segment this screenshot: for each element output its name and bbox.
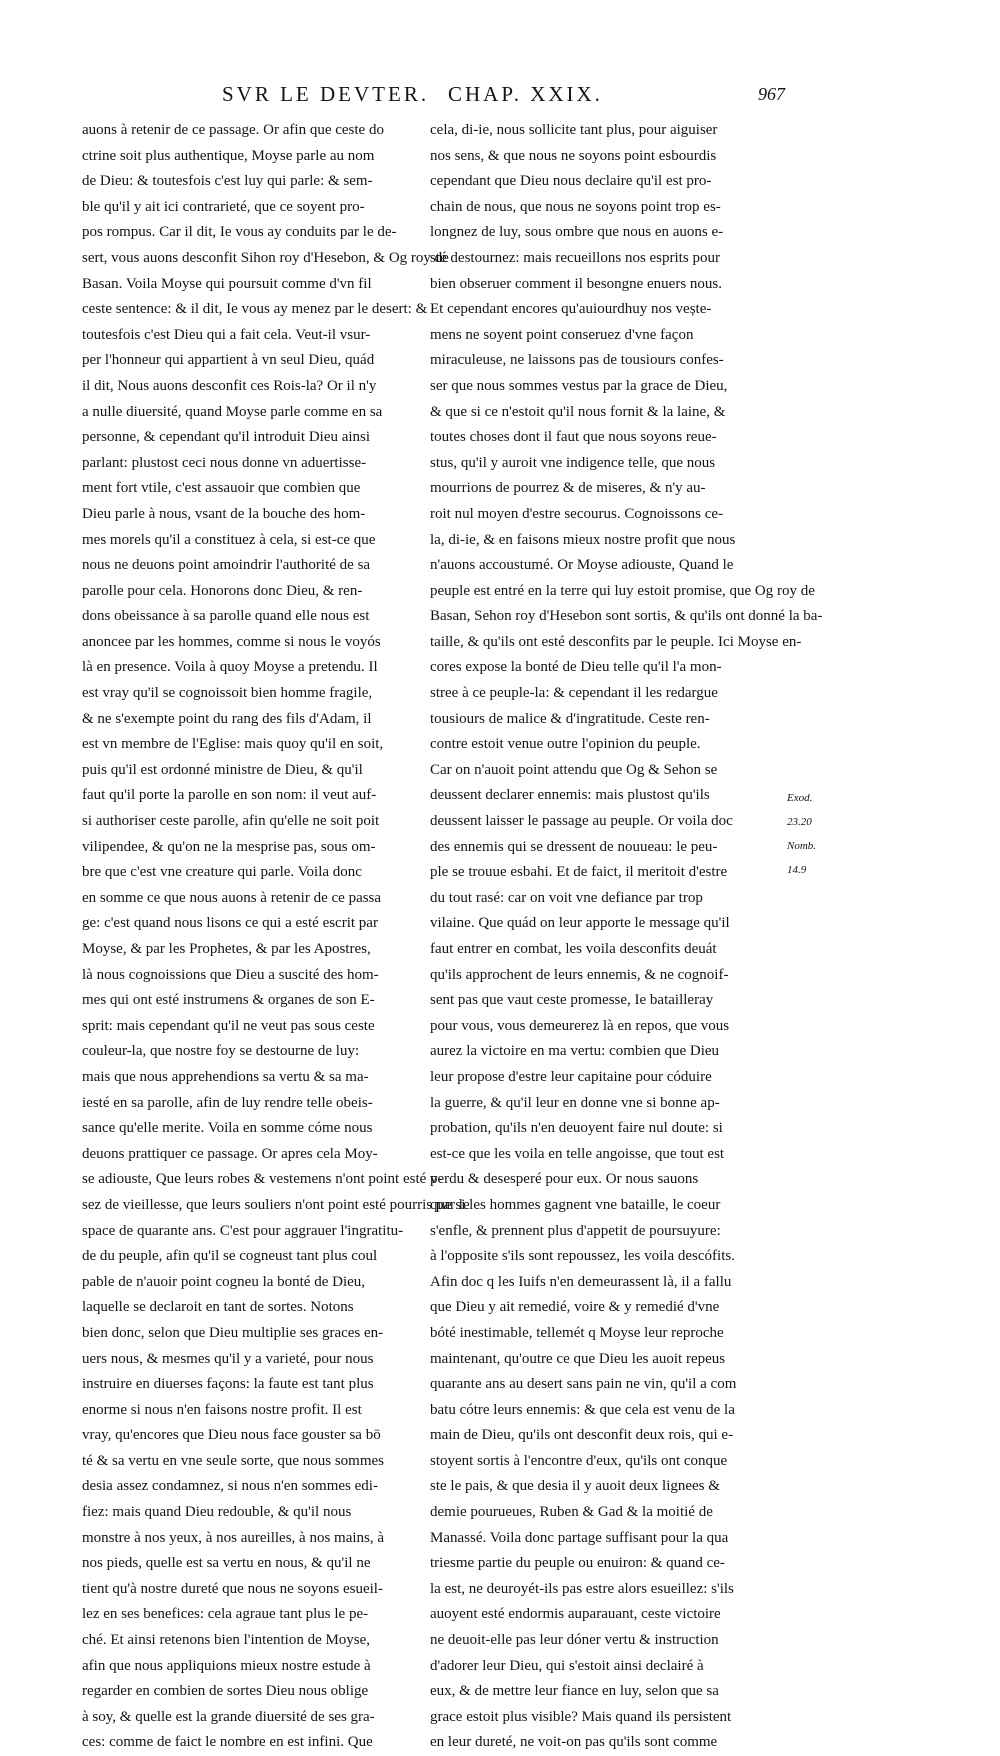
text-line: perdu & desesperé pour eux. Or nous sauons <box>430 1171 699 1188</box>
text-line: Dieu parle à nous, vsant de la bouche des hom- <box>82 505 366 522</box>
text-line: fiez: mais quand Dieu redouble, & qu'il nous <box>82 1504 352 1521</box>
text-line: ple se trouue esbahi. Et de faict, il meritoit d'estre <box>430 864 728 881</box>
text-line: auons à retenir de ce passage. Or afin que ceste do <box>82 122 384 138</box>
text-line: la, di-ie, & en faisons mieux nostre profit que nous <box>430 531 736 548</box>
text-line: deuons prattiquer ce passage. Or apres cela Moy- <box>82 1145 378 1162</box>
text-line: iesté en sa parolle, afin de luy rendre telle obeis- <box>82 1094 373 1111</box>
text-line: uers nous, & mesmes qu'il y a varieté, pour nous <box>82 1350 374 1367</box>
text-line: per l'honneur qui appartient à vn seul Dieu, quád <box>82 352 375 369</box>
text-line: quarante ans au desert sans pain ne vin, qu'il a com <box>430 1376 737 1393</box>
text-line: là nous cognoissions que Dieu a suscité des hom- <box>82 966 379 983</box>
text-line: space de quarante ans. C'est pour aggrauer l'ingratitu- <box>82 1222 404 1239</box>
text-line: toutes choses dont il faut que nous soyons reue- <box>430 429 717 446</box>
text-line: des ennemis qui se dressent de nouueau: le peu- <box>430 838 718 855</box>
text-line: pos rompus. Car il dit, Ie vous ay conduits par le de- <box>82 224 397 241</box>
text-line: de du peuple, afin qu'il se cogneust tant plus coul <box>82 1248 378 1265</box>
text-line: chain de nous, que nous ne soyons point trop es- <box>430 198 721 215</box>
text-line: sance qu'elle merite. Voila en somme cóme nous <box>82 1120 373 1137</box>
text-line: regarder en combien de sortes Dieu nous oblige <box>82 1683 369 1700</box>
margin-note: 14.9 <box>787 864 807 876</box>
text-line: roit nul moyen d'estre secourus. Cognoissons ce- <box>430 505 724 522</box>
margin-references <box>787 786 847 882</box>
text-line: Basan. Voila Moyse qui poursuit comme d'vn fil <box>82 275 372 292</box>
text-line: s'enfle, & prennent plus d'appetit de poursuyure: <box>430 1222 721 1239</box>
text-line: du tout rasé: car on voit vne defiance par trop <box>430 889 703 906</box>
text-line: grace estoit plus visible? Mais quand ils persistent <box>430 1708 732 1725</box>
text-line: mens ne soyent point conseruez d'vne façon <box>430 326 694 343</box>
text-line: faut entrer en combat, les voila desconfits deuát <box>430 941 717 957</box>
text-line: ge: c'est quand nous lisons ce qui a esté escrit par <box>82 915 378 932</box>
text-line: triesme partie du peuple ou enuiron: & quand ce- <box>430 1555 725 1572</box>
text-line: ctrine soit plus authentique, Moyse parle au nom <box>82 147 375 164</box>
text-line: Et cependant encores qu'auiourdhuy nos vește- <box>430 301 712 318</box>
margin-note: Exod. <box>787 792 813 804</box>
margin-note: 23.20 <box>787 816 812 828</box>
text-line: aurez la victoire en ma vertu: combien que Dieu <box>430 1043 720 1060</box>
text-line: ment fort vtile, c'est assauoir que combien que <box>82 480 361 497</box>
text-line: cores expose la bonté de Dieu telle qu'il l'a mon- <box>430 659 722 676</box>
text-line: bre que c'est vne creature qui parle. Voila donc <box>82 864 362 881</box>
text-line: batu cótre leurs ennemis: & que cela est venu de la <box>430 1401 735 1418</box>
text-line: nos pieds, quelle est sa vertu en nous, & qu'il ne <box>82 1555 371 1572</box>
text-line: ste le pais, & que desia il y auoit deux lignees & <box>430 1478 720 1495</box>
text-line: maintenant, qu'outre ce que Dieu les auoit repeus <box>430 1350 726 1367</box>
text-line: leur propose d'estre leur capitaine pour códuire <box>430 1068 712 1085</box>
text-line: est vray qu'il se cognoissoit bien homme fragile, <box>82 685 373 702</box>
text-line: miraculeuse, ne laissons pas de tousiours confes- <box>430 352 724 369</box>
text-line: vray, qu'encores que Dieu nous face gouster sa bō <box>82 1427 381 1444</box>
text-line: té & sa vertu en vne seule sorte, que nous sommes <box>82 1452 385 1469</box>
text-line: cela, di-ie, nous sollicite tant plus, pour aiguiser <box>430 122 718 138</box>
text-line: vilipendee, & qu'on ne la mesprise pas, sous om- <box>82 838 376 855</box>
left-text-column <box>82 118 470 1756</box>
text-line: anoncee par les hommes, comme si nous le voyós <box>82 633 381 650</box>
text-line: & que si ce n'estoit qu'il nous fornit & la laine, & <box>430 403 726 420</box>
text-line: sprit: mais cependant qu'il ne veut pas sous ceste <box>82 1017 375 1034</box>
page-number: 967 <box>758 84 785 104</box>
text-line: est vn membre de l'Eglise: mais quoy qu'il en soit, <box>82 736 384 753</box>
text-line: en somme ce que nous auons à retenir de ce passa <box>82 889 382 906</box>
text-line: mais que nous apprehendions sa vertu & sa ma- <box>82 1068 369 1085</box>
header-right: CHAP. XXIX. <box>448 82 603 106</box>
text-line: ces: comme de faict le nombre en est infini. Que <box>82 1734 373 1751</box>
text-line: Moyse, & par les Prophetes, & par les Apostres, <box>82 941 371 957</box>
text-line: la est, ne deuroyét-ils pas estre alors esueillez: s'ils <box>430 1580 734 1597</box>
text-line: Basan, Sehon roy d'Hesebon sont sortis, & qu'ils ont donné la ba- <box>430 608 823 625</box>
text-line: instruire en diuerses façons: la faute est tant plus <box>82 1376 374 1393</box>
text-line: sté destournez: mais recueillons nos esprits pour <box>430 249 720 266</box>
text-line: pour vous, vous demeurerez là en repos, que vous <box>430 1017 730 1034</box>
text-line: taille, & qu'ils ont esté desconfits par le peuple. Ici Moyse en- <box>430 633 802 650</box>
text-line: main de Dieu, qu'ils ont desconfit deux rois, qui e- <box>430 1427 734 1444</box>
text-line: faut qu'il porte la parolle en son nom: il veut auf- <box>82 787 377 804</box>
text-line: là en presence. Voila à quoy Moyse a pretendu. Il <box>82 659 378 676</box>
text-line: longnez de luy, sous ombre que nous en auons e- <box>430 224 724 241</box>
text-line: sert, vous auons desconfit Sihon roy d'Hesebon, & Og roy de <box>82 249 449 266</box>
text-line: mes morels qu'il a constituez à cela, si est-ce que <box>82 531 376 548</box>
text-line: bien obseruer comment il besongne enuers nous. <box>430 275 723 292</box>
text-line: lez en ses benefices: cela agraue tant plus le pe- <box>82 1606 369 1623</box>
text-line: afin que nous appliquions mieux nostre estude à <box>82 1657 371 1674</box>
text-line: puis qu'il est ordonné ministre de Dieu, & qu'il <box>82 761 363 778</box>
text-line: mes qui ont esté instrumens & organes de son E- <box>82 992 375 1009</box>
text-line: en leur dureté, ne voit-on pas qu'ils sont comme <box>430 1734 718 1751</box>
text-line: probation, qu'ils n'en deuoyent faire nul doute: si <box>430 1120 723 1137</box>
text-line: tient qu'à nostre dureté que nous ne soyons esueil- <box>82 1580 383 1597</box>
text-line: dons obeissance à sa parolle quand elle nous est <box>82 608 370 625</box>
text-line: stus, qu'il y auroit vne indigence telle, que nous <box>430 454 716 471</box>
text-line: peuple est entré en la terre qui luy estoit promise, que Og roy de <box>430 582 815 599</box>
text-line: demie pourueues, Ruben & Gad & la moitié de <box>430 1504 713 1521</box>
text-line: qu'ils approchent de leurs ennemis, & ne cognoif- <box>430 966 729 983</box>
text-line: desia assez condamnez, si nous n'en sommes edi- <box>82 1478 378 1495</box>
text-line: d'adorer leur Dieu, qui s'estoit ainsi declairé à <box>430 1657 704 1674</box>
text-line: a nulle diuersité, quand Moyse parle comme en sa <box>82 403 383 420</box>
text-line: laquelle se declaroit en tant de sortes. Notons <box>82 1299 354 1316</box>
text-line: tousiours de malice & d'ingratitude. Ceste ren- <box>430 710 710 727</box>
text-line: contre estoit venue outre l'opinion du peuple. <box>430 736 701 753</box>
text-line: couleur-la, que nostre foy se destourne de luy: <box>82 1043 360 1060</box>
text-line: à l'opposite s'ils sont repoussez, les voila descófits. <box>430 1248 735 1265</box>
text-line: que si les hommes gagnent vne bataille, le coeur <box>430 1196 721 1213</box>
text-line: personne, & cependant qu'il introduit Dieu ainsi <box>82 429 371 446</box>
text-line: ne deuoit-elle pas leur dóner vertu & instruction <box>430 1632 719 1649</box>
header-left: SVR LE DEVTER. <box>222 82 430 106</box>
text-line: de Dieu: & toutesfois c'est luy qui parle: & sem- <box>82 173 373 190</box>
text-line: vilaine. Que quád on leur apporte le message qu'il <box>430 915 730 932</box>
text-line: nos sens, & que nous ne soyons point esbourdis <box>430 147 717 164</box>
text-line: à soy, & quelle est la grande diuersité de ses gra- <box>82 1708 375 1725</box>
text-line: Afin doc q les Iuifs n'en demeurassent là, il a fallu <box>430 1273 732 1290</box>
text-line: il dit, Nous auons desconfit ces Rois-la? Or il n'y <box>82 377 377 394</box>
running-header <box>0 82 1000 118</box>
text-line: pable de n'auoir point cogneu la bonté de Dieu, <box>82 1273 366 1290</box>
text-line: se adiouste, Que leurs robes & vestemens n'ont point esté v- <box>82 1171 443 1188</box>
text-line: cependant que Dieu nous declaire qu'il est pro- <box>430 173 712 190</box>
text-line: deussent declarer ennemis: mais plustost qu'ils <box>430 787 710 804</box>
text-line: bien donc, selon que Dieu multiplie ses graces en- <box>82 1324 384 1341</box>
text-line: stree à ce peuple-la: & cependant il les redargue <box>430 685 718 702</box>
text-line: monstre à nos yeux, à nos aureilles, à nos mains, à <box>82 1529 385 1546</box>
text-line: ché. Et ainsi retenons bien l'intention de Moyse, <box>82 1632 371 1649</box>
text-line: sez de vieillesse, que leurs souliers n'ont point esté pourris par le <box>82 1196 470 1213</box>
text-line: enorme si nous n'en faisons nostre profit. Il est <box>82 1401 362 1418</box>
text-line: mourrions de pourrez & de miseres, & n'y au- <box>430 480 706 497</box>
text-line: ceste sentence: & il dit, Ie vous ay menez par le desert: & <box>82 301 428 318</box>
text-line: Car on n'auoit point attendu que Og & Sehon se <box>430 761 718 778</box>
text-line: n'auons accoustumé. Or Moyse adiouste, Quand le <box>430 557 734 574</box>
text-line: que Dieu y ait remedié, voire & y remedié d'vne <box>430 1299 720 1316</box>
text-line: auoyent esté endormis auparauant, ceste victoire <box>430 1606 721 1623</box>
text-line: sent pas que vaut ceste promesse, Ie batailleray <box>430 992 714 1009</box>
margin-note: Nomb. <box>787 840 817 852</box>
text-line: ser que nous sommes vestus par la grace de Dieu, <box>430 377 728 394</box>
text-line: parolle pour cela. Honorons donc Dieu, & ren- <box>82 582 363 599</box>
text-line: deussent laisser le passage au peuple. Or voila doc <box>430 813 733 830</box>
text-line: bóté inestimable, tellemét q Moyse leur reproche <box>430 1324 724 1341</box>
text-line: si authoriser ceste parolle, afin qu'elle ne soit poit <box>82 813 380 830</box>
text-line: est-ce que les voila en telle angoisse, que tout est <box>430 1145 725 1162</box>
text-line: stoyent sortis à l'encontre d'eux, qu'ils ont conque <box>430 1452 728 1469</box>
text-line: Manassé. Voila donc partage suffisant pour la qua <box>430 1529 729 1546</box>
text-line: nous ne deuons point amoindrir l'authorité de sa <box>82 557 371 574</box>
text-line: eux, & de mettre leur fiance en luy, selon que sa <box>430 1683 719 1700</box>
text-line: ble qu'il y ait ici contrarieté, que ce soyent pro- <box>82 198 365 215</box>
text-line: parlant: plustost ceci nous donne vn aduertisse- <box>82 454 367 471</box>
text-line: & ne s'exempte point du rang des fils d'Adam, il <box>82 710 372 727</box>
text-line: toutesfois c'est Dieu qui a fait cela. Veut-il vsur- <box>82 326 371 343</box>
text-line: la guerre, & qu'il leur en donne vne si bonne ap- <box>430 1094 720 1111</box>
